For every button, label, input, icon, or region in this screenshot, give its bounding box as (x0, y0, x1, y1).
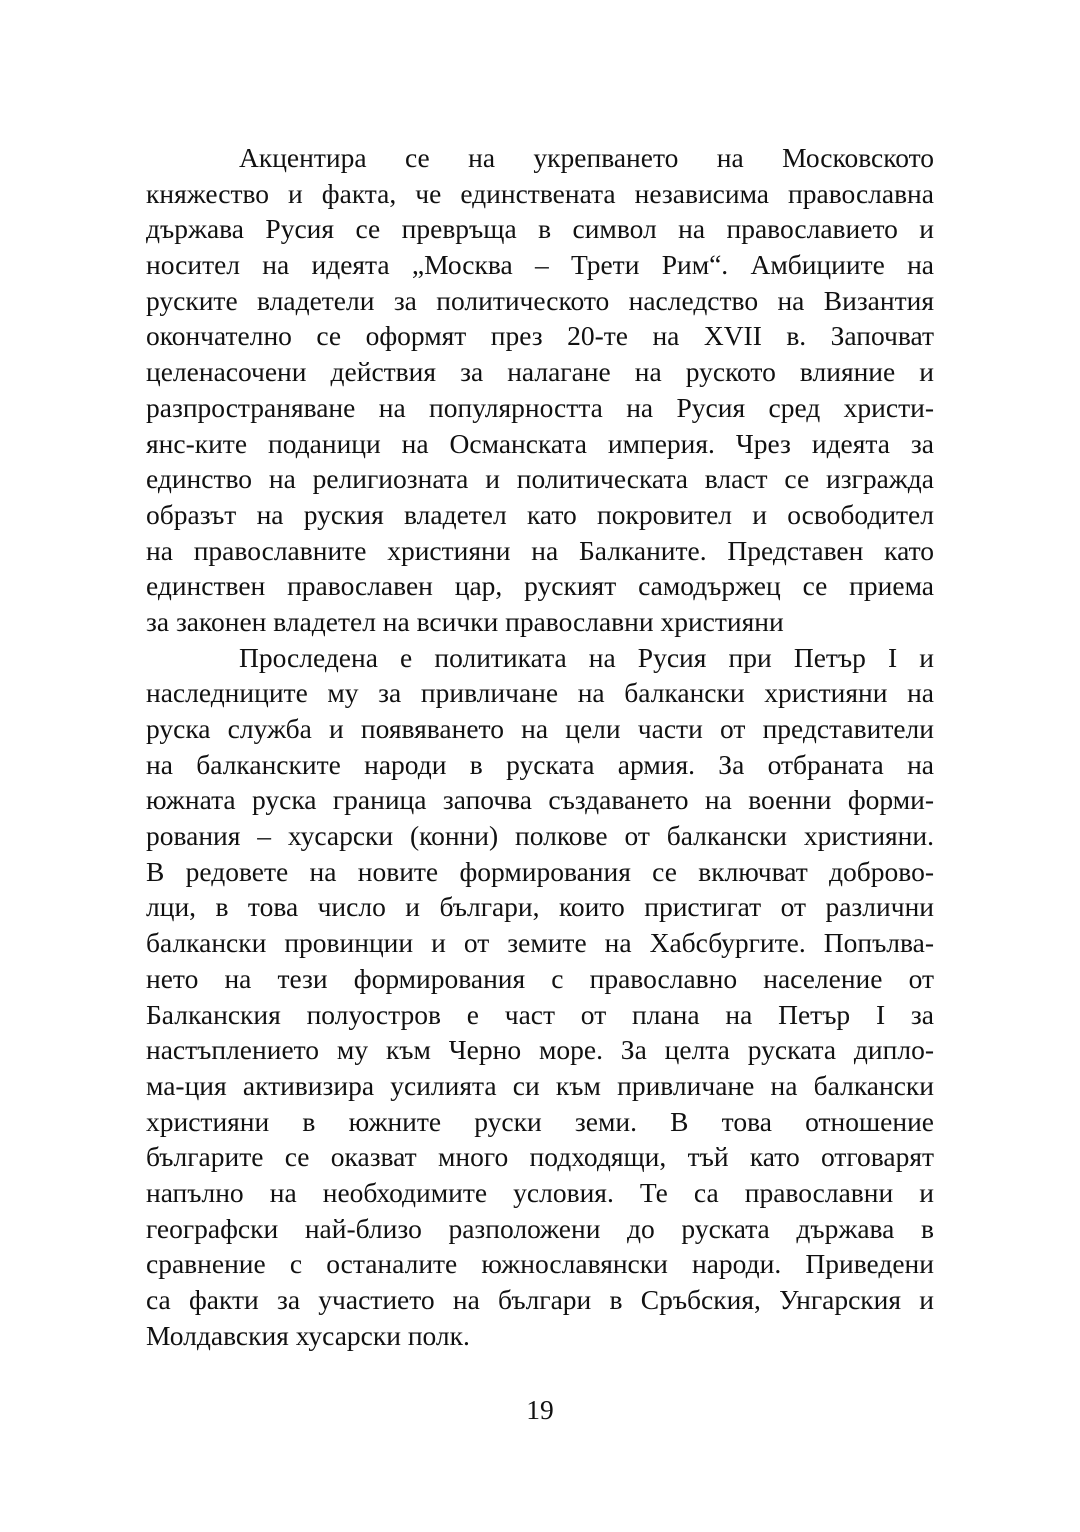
text-line: географски най-близо разположени до руската държава в (146, 1212, 934, 1244)
text-line: единствен православен цар, руският самодържец се приема (146, 570, 934, 602)
text-line: Проследена е политиката на Русия при Петър I и (239, 641, 934, 673)
text-line: на православните християни на Балканите. Представен като (146, 534, 934, 566)
text-line: Балканския полуостров е част от плана на Петър I за (146, 998, 934, 1030)
text-line: българите се оказват много подходящи, тъй като отговарят (146, 1141, 934, 1173)
text-line: ма-ция активизира усилията си към привличане на балкански (146, 1069, 934, 1101)
text-line: образът на руския владетел като покровител и освободител (146, 498, 934, 530)
text-line: окончателно се оформят през 20-те на XVII в. Започват (146, 320, 934, 352)
text-line: княжество и факта, че единствената независима православна (146, 177, 934, 209)
text-line: нето на тези формирования с православно население от (146, 962, 934, 994)
text-line: Молдавския хусарски полк. (146, 1319, 470, 1351)
page-number: 19 (526, 1394, 554, 1425)
text-line: настъплението му към Черно море. За целта руската дипло- (146, 1034, 934, 1066)
text-line: носител на идеята „Москва – Трети Рим“. Амбициите на (146, 249, 934, 281)
text-line: държава Русия се превръща в символ на православието и (146, 213, 934, 245)
text-line: рования – хусарски (конни) полкове от балкански християни. (146, 820, 934, 852)
body-text (146, 140, 934, 1353)
text-line: балкански провинции и от земите на Хабсбургите. Попълва- (146, 927, 934, 959)
text-line: В редовете на новите формирования се включват доброво- (146, 855, 934, 887)
paragraph-2 (146, 640, 934, 1354)
text-line: лци, в това число и българи, които пристигат от различни (146, 891, 934, 923)
text-line: руските владетели за политическото наследство на Византия (146, 284, 934, 316)
text-line: руска служба и появяването на цели части от представители (146, 713, 934, 744)
text-line: са факти за участието на българи в Сръбския, Унгарския и (146, 1284, 934, 1315)
text-line: сравнение с останалите южнославянски народи. Приведени (146, 1248, 934, 1280)
text-line: единство на религиозната и политическата власт се изгражда (146, 463, 934, 495)
text-line: янс-ките поданици на Османската империя. Чрез идеята за (146, 427, 934, 459)
text-line: наследниците му за привличане на балкански християни на (146, 677, 934, 709)
text-line: християни в южните руски земи. В това отношение (146, 1105, 934, 1137)
text-line: южната руска граница започва създаването на военни форми- (146, 784, 934, 816)
text-line: разпространяване на популярността на Русия сред христи- (146, 391, 934, 423)
text-line: целенасочени действия за налагане на руското влияние и (146, 356, 934, 388)
text-line: на балканските народи в руската армия. За отбраната на (146, 748, 934, 780)
paragraph-1 (146, 140, 934, 640)
text-line: за законен владетел на всички православни християни (146, 605, 784, 637)
text-line: напълно на необходимите условия. Те са православни и (146, 1176, 934, 1208)
text-line: Акцентира се на укрепването на Московското (239, 142, 934, 173)
